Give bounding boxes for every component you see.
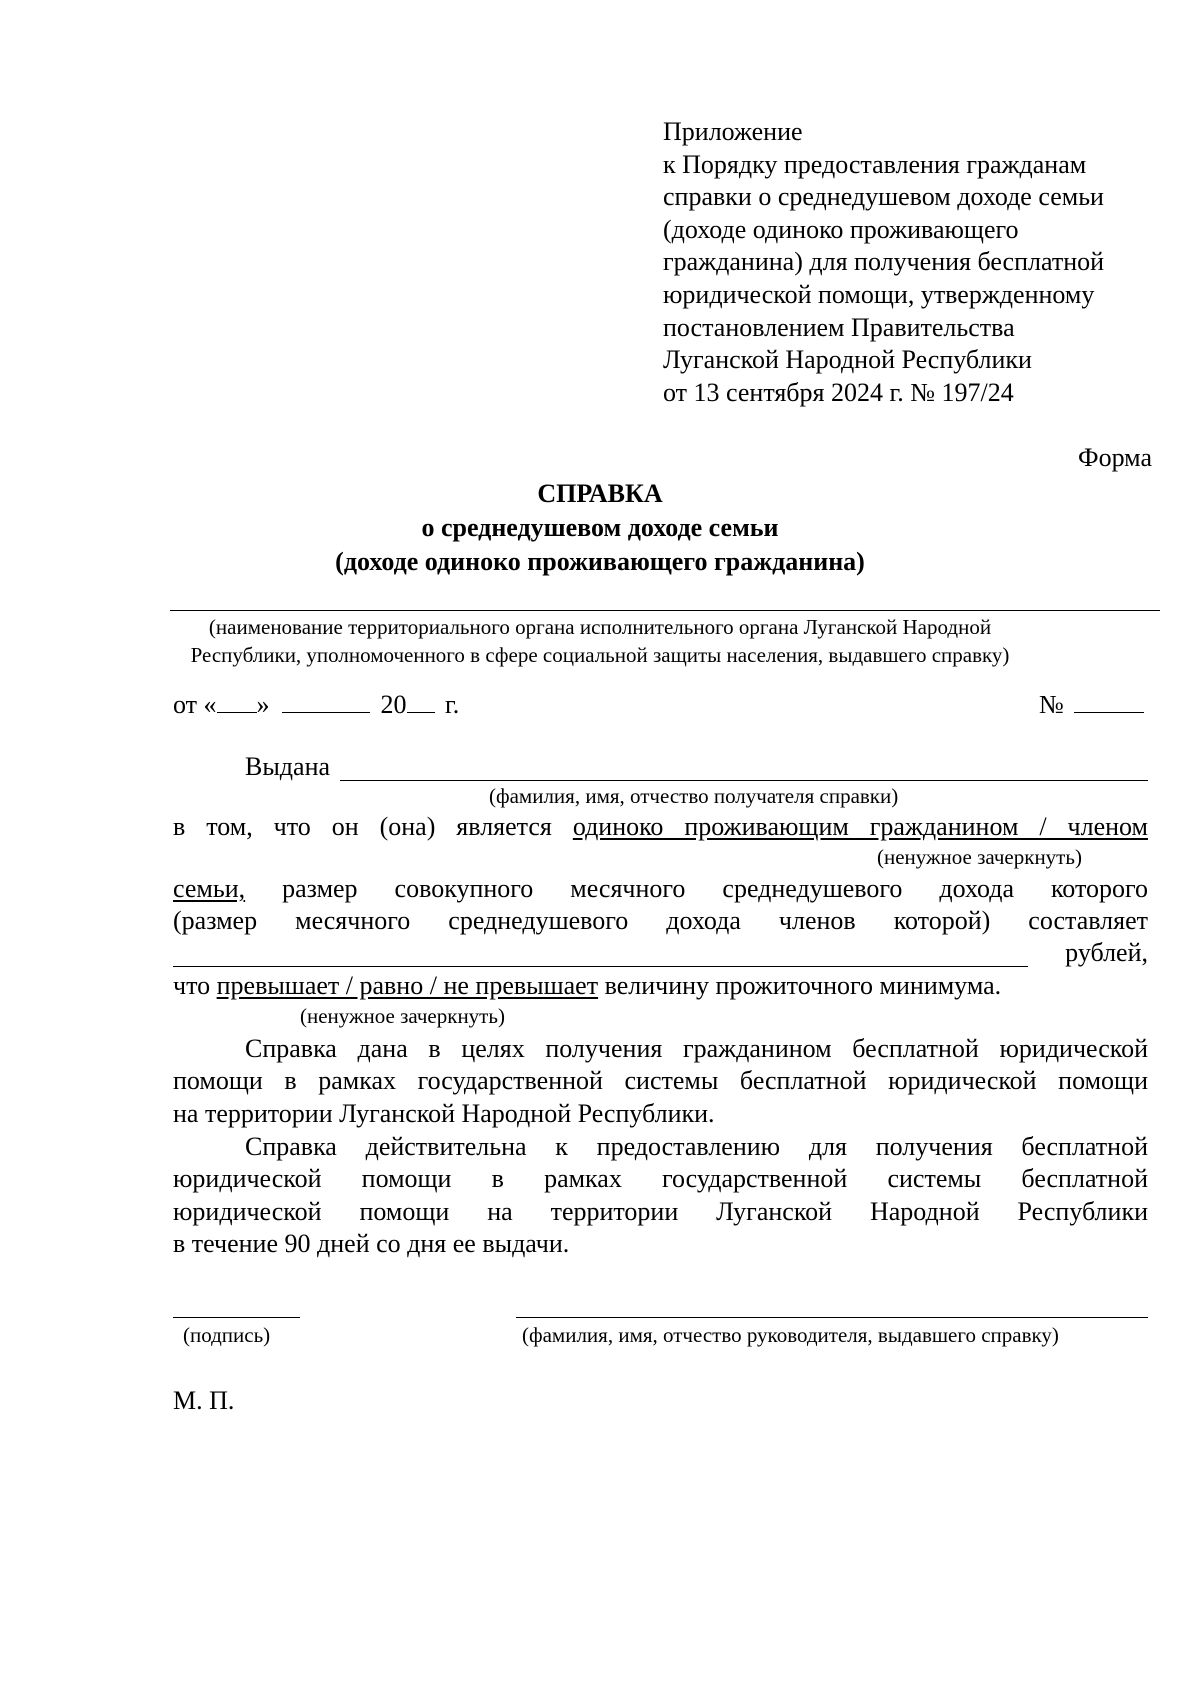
paragraph-line: в течение 90 дней со дня ее выдачи. [173, 1229, 570, 1259]
number-sign: № [1039, 690, 1064, 719]
organ-caption-1: (наименование территориального органа исполнительного органа Луганской Народной [208, 615, 992, 639]
paragraph-line: Справка действительна к предоставлению для получения бесплатной [245, 1132, 1148, 1161]
stamp-place: М. П. [173, 1386, 235, 1415]
head-name-field[interactable] [516, 1317, 1148, 1318]
paragraph-line: юридической помощи на территории Луганской Народной Республики [173, 1196, 1148, 1226]
appendix-block [663, 116, 1104, 409]
status-plain: в том, что он (она) является [173, 812, 552, 841]
number-field[interactable] [1074, 711, 1144, 713]
appendix-line: юридической помощи, утвержденному [663, 279, 1095, 309]
recipient-caption: (фамилия, имя, отчество получателя справки) [489, 784, 899, 808]
status-family-option: семьи, [173, 874, 246, 903]
paragraph-2 [173, 1131, 1148, 1261]
paragraph-line: юридической помощи в рамках государственной системы бесплатной [173, 1164, 1148, 1194]
paragraph-line: на территории Луганской Народной Республики. [173, 1098, 715, 1128]
document-title: СПРАВКА [537, 479, 663, 508]
appendix-line: Приложение [663, 117, 803, 146]
appendix-line: Луганской Народной Республики [663, 345, 1032, 375]
document-subtitle-1: о среднедушевом доходе семьи [421, 513, 779, 542]
appendix-line: от 13 сентября 2024 г. № 197/24 [663, 377, 1014, 407]
signature-field[interactable] [173, 1317, 300, 1318]
paragraph-1 [173, 1033, 1148, 1130]
date-prefix: от « [173, 690, 217, 719]
appendix-line: (доходе одиноко проживающего [663, 214, 1019, 244]
year-prefix: 20 [380, 690, 407, 719]
paragraph-line: Справка дана в целях получения гражданином бесплатной юридической [245, 1034, 1148, 1063]
appendix-line: справки о среднедушевом доходе семьи [663, 182, 1104, 212]
year-field[interactable] [407, 711, 435, 713]
number-line [1039, 689, 1144, 721]
appendix-line: гражданина) для получения бесплатной [663, 247, 1105, 277]
appendix-line: постановлением Правительства [663, 312, 1015, 342]
status-line-5 [173, 970, 1001, 1002]
head-name-caption: (фамилия, имя, отчество руководителя, выдавшего справку) [522, 1323, 1059, 1347]
paragraph-line: помощи в рамках государственной системы бесплатной юридической помощи [173, 1066, 1148, 1096]
month-field[interactable] [282, 711, 370, 713]
status-line-2 [173, 873, 1148, 905]
year-suffix: г. [445, 690, 460, 719]
document-subtitle-2: (доходе одиноко проживающего гражданина) [335, 547, 865, 576]
status-options: одиноко проживающим гражданином / членом [572, 812, 1148, 841]
form-label: Форма [1078, 443, 1152, 472]
status-line-5-rest: величину прожиточного минимума. [604, 971, 1002, 1000]
date-mid: » [256, 690, 270, 719]
status-line-2-rest: размер совокупного месячного среднедушевого дохода которого [282, 874, 1148, 903]
date-line [173, 689, 459, 721]
strike-caption: (ненужное зачеркнуть) [877, 845, 1082, 869]
organ-caption-2: Республики, уполномоченного в сфере социальной защиты населения, выдавшего справку) [190, 643, 1010, 667]
amount-field[interactable] [173, 966, 1028, 967]
recipient-name-field[interactable] [340, 780, 1148, 781]
status-line-1 [173, 811, 1148, 843]
status-line-3: (размер месячного среднедушевого дохода членов которой) составляет [173, 906, 1148, 935]
rubles-label: рублей, [1065, 938, 1148, 967]
status-line-5-plain: что [173, 971, 211, 1000]
issued-label: Выдана [245, 752, 331, 781]
signature-caption: (подпись) [183, 1323, 271, 1347]
threshold-options: превышает / равно / не превышает [216, 971, 599, 1000]
organ-name-field[interactable] [170, 610, 1160, 611]
appendix-line: к Порядку предоставления гражданам [663, 149, 1087, 179]
day-field[interactable] [217, 711, 257, 713]
strike-caption-2: (ненужное зачеркнуть) [300, 1004, 505, 1028]
